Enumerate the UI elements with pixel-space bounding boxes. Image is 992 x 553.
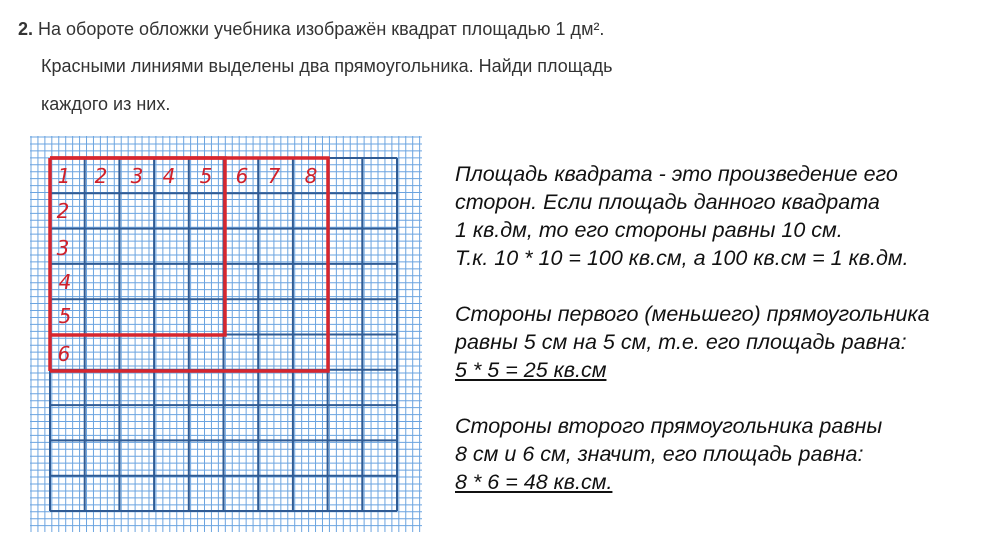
- task-line-1: [18, 18, 604, 40]
- solution-line: 8 см и 6 см, значит, его площадь равна:: [455, 442, 864, 466]
- top-number-3: 3: [130, 164, 144, 188]
- solution-paragraph-1: [455, 160, 985, 272]
- task-text-1: На обороте обложки учебника изображён квадрат площадью 1 дм².: [38, 19, 605, 39]
- task-number: 2.: [18, 19, 34, 39]
- answer-small-rectangle: 5 * 5 = 25 кв.см: [455, 358, 607, 382]
- solution-line: сторон. Если площадь данного квадрата: [455, 190, 880, 214]
- solution-text: [455, 160, 985, 524]
- task-line-3: каждого из них.: [41, 94, 171, 114]
- solution-line: Стороны первого (меньшего) прямоугольника: [455, 302, 930, 326]
- task-line-2: Красными линиями выделены два прямоугольника. Найди площадь: [41, 56, 613, 76]
- left-number-6: 6: [57, 342, 71, 366]
- answer-large-rectangle: 8 * 6 = 48 кв.см.: [455, 470, 613, 494]
- top-number-1: 1: [57, 164, 71, 188]
- solution-line: Т.к. 10 * 10 = 100 кв.см, а 100 кв.см = 1 кв.дм.: [455, 246, 909, 270]
- left-number-4: 4: [58, 270, 72, 294]
- solution-line: Стороны второго прямоугольника равны: [455, 414, 883, 438]
- top-number-2: 2: [94, 164, 108, 188]
- top-number-8: 8: [304, 164, 318, 188]
- solution-paragraph-3: [455, 412, 985, 496]
- top-number-5: 5: [199, 164, 213, 188]
- left-number-5: 5: [58, 304, 72, 328]
- grid-svg: [30, 136, 422, 532]
- top-number-4: 4: [162, 164, 176, 188]
- top-number-6: 6: [235, 164, 249, 188]
- solution-line: Площадь квадрата - это произведение его: [455, 162, 898, 186]
- solution-line: 1 кв.дм, то его стороны равны 10 см.: [455, 218, 843, 242]
- grid-figure: [30, 136, 422, 532]
- solution-line: равны 5 см на 5 см, т.е. его площадь равна:: [455, 330, 907, 354]
- left-number-3: 3: [56, 236, 70, 260]
- left-number-2: 2: [56, 199, 70, 223]
- solution-paragraph-2: [455, 300, 985, 384]
- top-number-7: 7: [267, 164, 281, 188]
